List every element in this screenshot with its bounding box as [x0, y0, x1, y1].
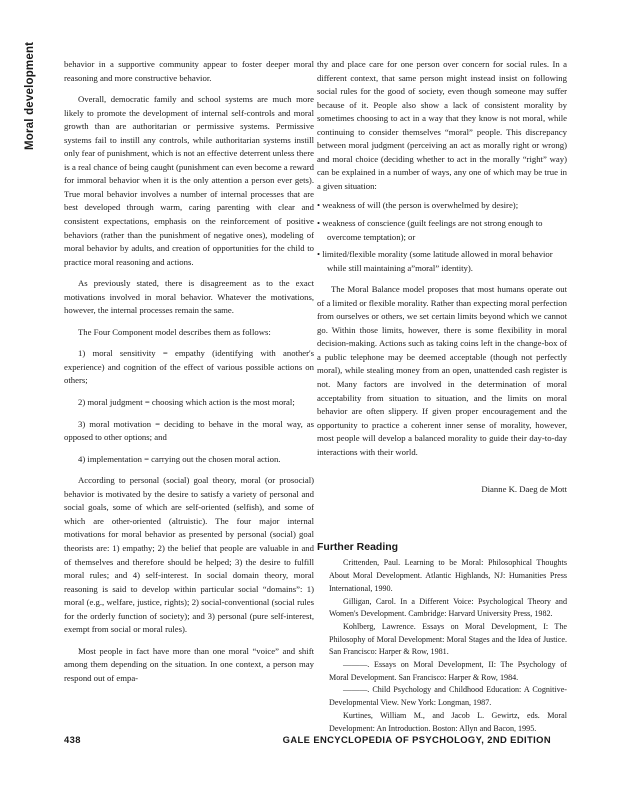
reference-item: ———. Child Psychology and Childhood Education: A Cognitive-Developmental View. New York: Longman, 1987. — [329, 685, 567, 708]
left-paragraph-9: According to personal (social) goal theory, moral (or prosocial) behavior is motivated by the desire to satisfy a variety of personal and social goals, some of which are self-oriented (selfish), and some of which are other-oriented (altruistic). The four major internal motivations for moral behavior as presented by personal (social) goal theorists are: 1) empathy; 2) the belief that people are valuable in and of themselves and therefore should be helped; 3) the desire to fulfill moral rules; and 4) self-interest. In social domain theory, moral reasoning is said to develop within particular social “domains”: 1) moral (e.g., welfare, justice, rights); 2) social-conventional (social rules for the orderly function of society); and 3) personal (pure self-interest, exempt from social or moral rules). — [64, 475, 314, 635]
section-side-label: Moral development — [24, 41, 36, 150]
reference-item: Kurtines, William M., and Jacob L. Gewirtz, eds. Moral Development: An Introduction. Boston: Allyn and Bacon, 1995. — [329, 710, 567, 733]
left-paragraph-3: As previously stated, there is disagreement as to the exact motivations involved in moral behavior. Whatever the motivations, however, the internal processes remain the same. — [64, 278, 314, 316]
left-paragraph-8: 4) implementation = carrying out the chosen moral action. — [78, 453, 281, 464]
left-paragraph-5: 1) moral sensitivity = empathy (identifying with another's experience) and cognition of the effect of various possible actions on others; — [64, 348, 314, 386]
left-paragraph-10: Most people in fact have more than one moral “voice” and shift among them depending on the situation. In one context, a person may respond out of empa- — [64, 645, 314, 683]
right-paragraph-1: thy and place care for one person over concern for social rules. In a different context, that same person might instead insist on following social rules for the good of society, even though someone may suffer because of it. People also show a lack of consistent morality by sometimes choosing to act in a way that they know is not moral, while continuing to consider themselves “moral” people. This discrepancy between moral judgment (perceiving an act as morally right or wrong) and moral choice (deciding whether to act in the morally “right” way) can be explained in a number of ways, any one of which may be true in a given situation: — [317, 59, 567, 191]
left-column — [64, 58, 314, 685]
left-paragraph-6: 2) moral judgment = choosing which action is the most moral; — [78, 397, 295, 408]
bullet-item: • weakness of conscience (guilt feelings are not strong enough to overcome temptation); or — [317, 218, 543, 242]
further-reading-heading: Further Reading — [317, 540, 399, 553]
reference-item: Gilligan, Carol. In a Different Voice: Psychological Theory and Women's Development. Cambridge: Harvard University Press, 1982. — [329, 596, 567, 619]
right-paragraph-2: The Moral Balance model proposes that most humans operate out of a limited or flexible morality. Rather than expecting moral perfection from ourselves or others, we set certain limits beyond which we cannot go. Within those limits, however, there is some flexibility in moral decision-making. Actions such as taking coins left in the change-box of a public telephone may be deemed acceptable (though not perfectly moral), while stealing money from an open, unattended cash register is not. Many factors are involved in the determination of moral acceptability from situation to situation, and the limits on moral behavior are often slippery. If given proper encouragement and the opportunity to practice a coherent inner sense of morality, however, most people will develop a balanced morality to guide their day-to-day interactions with their world. — [317, 284, 567, 457]
left-paragraph-4: The Four Component model describes them as follows: — [78, 326, 271, 337]
page-footer — [64, 734, 551, 745]
left-paragraph-1: behavior in a supportive community appear to foster deeper moral reasoning and more constructive behavior. — [64, 59, 314, 83]
reference-item: Crittenden, Paul. Learning to be Moral: Philosophical Thoughts About Moral Development. Atlantic Highlands, NJ: Humanities Press International, 1990. — [329, 558, 567, 593]
bullet-item: • weakness of will (the person is overwhelmed by desire); — [317, 200, 519, 211]
right-column — [317, 58, 567, 735]
page-number: 438 — [64, 734, 81, 745]
left-paragraph-2: Overall, democratic family and school systems are much more likely to promote the development of internal self-controls and moral growth than are authoritarian or permissive systems. Permissive systems fail to instill any controls, while authoritarian systems instill only fear of punishment, which is not an effective deterrent unless there is a real chance of being caught (punishment can even become a reward for immoral behavior when it is the only attention a person ever gets). True moral behavior involves a number of internal processes that are best developed through warm, caring parenting with clear and consistent expectations, emphasis on the reinforcement of positive behaviors (rather than the punishment of negative ones), modeling of moral behavior by adults, and creation of opportunities for the child to practice moral reasoning and actions. — [64, 94, 314, 267]
bullet-item: • limited/flexible morality (some latitude allowed in moral behavior while still maintaining a”moral” identity). — [317, 249, 553, 273]
left-paragraph-7: 3) moral motivation = deciding to behave in the moral way, as opposed to other options; and — [64, 418, 314, 443]
reference-item: ———. Essays on Moral Development, II: The Psychology of Moral Development. San Francisco: Harper & Row, 1984. — [329, 660, 567, 682]
author-signature: Dianne K. Daeg de Mott — [481, 484, 567, 495]
reference-item: Kohlberg, Lawrence. Essays on Moral Development, I: The Philosophy of Moral Development: Moral Stages and the Idea of Justice. San Francisco: Harper & Row, 1981. — [329, 621, 567, 657]
publication-title: GALE ENCYCLOPEDIA OF PSYCHOLOGY, 2ND EDITION — [282, 734, 551, 745]
